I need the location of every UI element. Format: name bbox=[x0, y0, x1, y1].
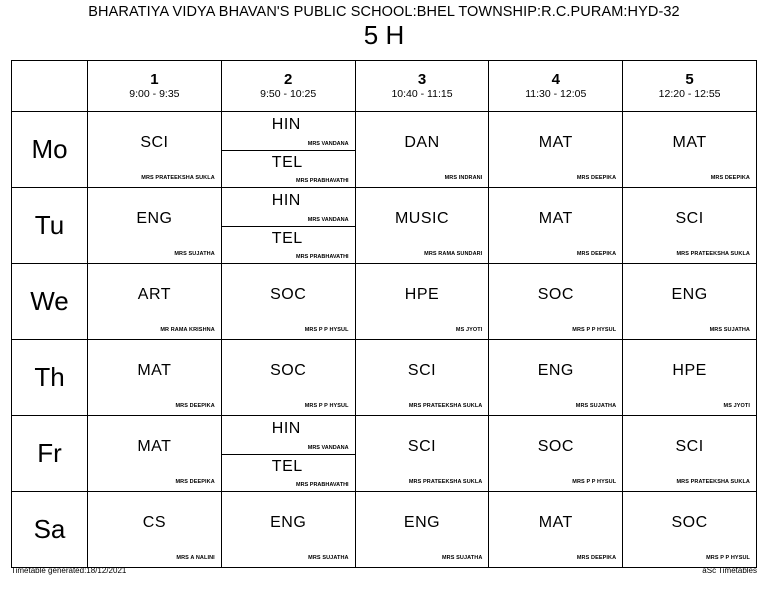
lesson-cell bbox=[221, 188, 355, 264]
subject: SOC bbox=[537, 286, 574, 303]
lesson-cell bbox=[88, 492, 222, 568]
day-label: Th bbox=[12, 340, 88, 416]
subject: MAT bbox=[538, 514, 573, 531]
lesson-cell bbox=[221, 340, 355, 416]
subject: CS bbox=[142, 514, 167, 531]
lesson-cell bbox=[355, 492, 489, 568]
subject: SOC bbox=[671, 514, 708, 531]
lesson-cell bbox=[221, 264, 355, 340]
school-title: BHARATIYA VIDYA BHAVAN'S PUBLIC SCHOOL:BHEL TOWNSHIP:R.C.PURAM:HYD-32 bbox=[88, 4, 680, 20]
lesson-cell bbox=[623, 264, 757, 340]
teacher: MRS PRATEEKSHA SUKLA bbox=[408, 479, 483, 485]
period-header bbox=[221, 61, 355, 112]
split-lesson bbox=[222, 188, 355, 263]
day-label: Mo bbox=[12, 112, 88, 188]
lesson-group bbox=[222, 454, 355, 492]
period-header bbox=[355, 61, 489, 112]
lesson-cell bbox=[221, 492, 355, 568]
teacher: MRS VANDANA bbox=[307, 444, 349, 451]
period-header bbox=[88, 61, 222, 112]
teacher: MRS DEEPIKA bbox=[175, 403, 215, 409]
lesson-group bbox=[222, 150, 355, 188]
lesson-cell bbox=[88, 416, 222, 492]
lesson-cell bbox=[355, 112, 489, 188]
lesson-cell bbox=[355, 416, 489, 492]
teacher: MRS VANDANA bbox=[307, 140, 349, 147]
teacher: MRS P P HYSUL bbox=[304, 403, 349, 409]
period-number: 5 bbox=[685, 70, 694, 88]
day-row bbox=[12, 340, 757, 416]
lesson-cell bbox=[489, 112, 623, 188]
lesson-group bbox=[222, 416, 355, 455]
teacher: MRS RAMA SUNDARI bbox=[424, 251, 483, 257]
teacher: MRS PRABHAVATHI bbox=[296, 254, 349, 260]
teacher: MRS P P HYSUL bbox=[304, 327, 349, 333]
period-header-row bbox=[12, 61, 757, 112]
corner-cell bbox=[12, 61, 88, 112]
teacher: MRS PRABHAVATHI bbox=[296, 482, 349, 488]
period-number: 2 bbox=[284, 70, 293, 88]
teacher: MRS SUJATHA bbox=[441, 555, 483, 561]
teacher: MRS DEEPIKA bbox=[576, 251, 617, 257]
teacher: MRS P P HYSUL bbox=[706, 555, 750, 561]
teacher: MRS VANDANA bbox=[307, 216, 349, 223]
subject: SCI bbox=[407, 438, 437, 455]
period-time: 10:40 - 11:15 bbox=[391, 87, 453, 100]
day-row bbox=[12, 188, 757, 264]
lesson-cell bbox=[623, 112, 757, 188]
subject: SOC bbox=[537, 438, 574, 455]
period-time: 12:20 - 12:55 bbox=[658, 87, 721, 100]
subject: SOC bbox=[270, 362, 307, 379]
subject: SCI bbox=[407, 362, 437, 379]
lesson-cell bbox=[221, 112, 355, 188]
subject: SOC bbox=[270, 286, 307, 303]
lesson-cell bbox=[623, 416, 757, 492]
subject: TEL bbox=[271, 457, 303, 475]
subject: MAT bbox=[538, 134, 573, 151]
subject: HIN bbox=[271, 192, 301, 209]
teacher: MRS SUJATHA bbox=[308, 555, 349, 561]
teacher: MRS DEEPIKA bbox=[576, 555, 617, 561]
generated-note: Timetable generated:18/12/2021 bbox=[11, 566, 127, 575]
teacher: MRS SUJATHA bbox=[709, 327, 750, 333]
lesson-cell bbox=[88, 264, 222, 340]
lesson-cell bbox=[623, 340, 757, 416]
subject: SCI bbox=[675, 438, 704, 455]
day-row bbox=[12, 264, 757, 340]
subject: MAT bbox=[672, 134, 707, 151]
subject: MAT bbox=[538, 210, 573, 227]
subject: MAT bbox=[137, 362, 172, 379]
split-lesson bbox=[222, 416, 355, 491]
subject: TEL bbox=[271, 153, 303, 171]
teacher: MRS PRATEEKSHA SUKLA bbox=[408, 403, 483, 409]
day-row bbox=[12, 416, 757, 492]
lesson-cell bbox=[489, 416, 623, 492]
teacher: MS JYOTI bbox=[455, 327, 483, 333]
subject: SCI bbox=[675, 210, 704, 227]
day-label: Fr bbox=[12, 416, 88, 492]
lesson-cell bbox=[623, 188, 757, 264]
lesson-cell bbox=[489, 340, 623, 416]
lesson-cell bbox=[355, 188, 489, 264]
day-label: We bbox=[12, 264, 88, 340]
period-time: 11:30 - 12:05 bbox=[525, 87, 587, 100]
lesson-group bbox=[222, 188, 355, 227]
lesson-cell bbox=[88, 188, 222, 264]
day-label: Sa bbox=[12, 492, 88, 568]
subject: ENG bbox=[136, 210, 173, 227]
lesson-cell bbox=[355, 340, 489, 416]
teacher: MRS PRATEEKSHA SUKLA bbox=[676, 251, 750, 257]
lesson-cell bbox=[355, 264, 489, 340]
subject: MAT bbox=[137, 438, 172, 455]
period-header bbox=[623, 61, 757, 112]
subject: SCI bbox=[140, 134, 169, 151]
timetable bbox=[11, 60, 757, 568]
teacher: MR RAMA KRISHNA bbox=[160, 327, 215, 333]
teacher: MRS DEEPIKA bbox=[576, 175, 617, 181]
teacher: MRS PRABHAVATHI bbox=[296, 178, 349, 184]
period-header bbox=[489, 61, 623, 112]
teacher: MRS DEEPIKA bbox=[710, 175, 750, 181]
split-lesson bbox=[222, 112, 355, 187]
teacher: MRS PRATEEKSHA SUKLA bbox=[141, 175, 215, 181]
subject: DAN bbox=[404, 134, 440, 151]
subject: ENG bbox=[671, 286, 708, 303]
subject: HPE bbox=[672, 362, 707, 379]
period-time: 9:50 - 10:25 bbox=[260, 87, 317, 100]
day-row bbox=[12, 492, 757, 568]
teacher: MS JYOTI bbox=[723, 403, 750, 409]
teacher: MRS SUJATHA bbox=[174, 251, 215, 257]
teacher: MRS SUJATHA bbox=[575, 403, 617, 409]
lesson-cell bbox=[221, 416, 355, 492]
subject: ENG bbox=[403, 514, 441, 531]
brand-note: aSc Timetables bbox=[702, 566, 757, 575]
teacher: MRS PRATEEKSHA SUKLA bbox=[676, 479, 750, 485]
lesson-cell bbox=[623, 492, 757, 568]
lesson-group bbox=[222, 112, 355, 151]
lesson-group bbox=[222, 226, 355, 264]
period-time: 9:00 - 9:35 bbox=[129, 87, 180, 100]
teacher: MRS DEEPIKA bbox=[175, 479, 215, 485]
period-number: 1 bbox=[150, 70, 159, 88]
lesson-cell bbox=[88, 112, 222, 188]
day-label: Tu bbox=[12, 188, 88, 264]
teacher: MRS P P HYSUL bbox=[572, 327, 617, 333]
lesson-cell bbox=[489, 492, 623, 568]
period-number: 4 bbox=[551, 70, 560, 88]
teacher: MRS INDRANI bbox=[444, 175, 483, 181]
lesson-cell bbox=[489, 264, 623, 340]
lesson-cell bbox=[88, 340, 222, 416]
subject: ENG bbox=[537, 362, 574, 379]
period-number: 3 bbox=[417, 70, 427, 88]
subject: HIN bbox=[271, 116, 301, 133]
subject: ENG bbox=[270, 514, 307, 531]
day-row bbox=[12, 112, 757, 188]
teacher: MRS A NALINI bbox=[176, 555, 215, 561]
teacher: MRS P P HYSUL bbox=[572, 479, 617, 485]
subject: MUSIC bbox=[394, 210, 450, 227]
subject: HIN bbox=[271, 420, 301, 437]
class-name: 5 H bbox=[363, 20, 405, 50]
subject: TEL bbox=[271, 229, 303, 247]
subject: ART bbox=[137, 286, 171, 303]
subject: HPE bbox=[404, 286, 440, 303]
lesson-cell bbox=[489, 188, 623, 264]
